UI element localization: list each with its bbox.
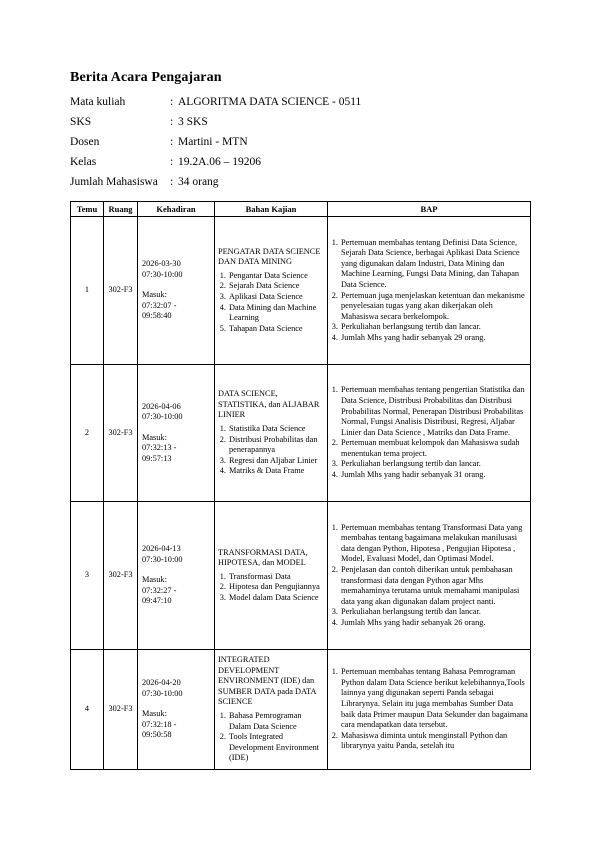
keluar-time: 09:58:40 — [142, 311, 172, 321]
course-info — [70, 92, 361, 192]
header-kehadiran: Kehadiran — [138, 202, 215, 217]
info-label: Dosen — [70, 136, 100, 148]
table-row — [71, 650, 531, 770]
bahan-kajian-cell — [215, 650, 328, 770]
list-item: 2. Sejarah Data Science — [228, 281, 325, 292]
ruang-cell: 302-F3 — [104, 365, 138, 502]
list-item: 3. Model dalam Data Science — [228, 593, 325, 604]
info-separator: : — [170, 176, 174, 188]
masuk-label: Masuk: — [142, 290, 167, 300]
bahan-kajian-cell — [215, 217, 328, 365]
table-header-row — [71, 202, 531, 217]
info-label: Jumlah Mahasiswa — [70, 176, 158, 188]
header-bap: BAP — [328, 202, 531, 217]
masuk-time: 07:32:13 - — [142, 443, 177, 453]
list-item: 1. Pengantar Data Science — [228, 271, 325, 282]
masuk-time: 07:32:18 - — [142, 719, 177, 729]
keluar-time: 09:57:13 — [142, 453, 172, 463]
masuk-label: Masuk: — [142, 709, 167, 719]
bahan-list — [218, 424, 325, 477]
info-separator: : — [170, 136, 174, 148]
tanggal: 2026-04-13 — [142, 544, 181, 554]
kehadiran-cell — [138, 502, 215, 650]
keluar-time: 09:50:58 — [142, 730, 172, 740]
kehadiran-cell — [138, 650, 215, 770]
info-separator: : — [170, 116, 174, 128]
table-row — [71, 217, 531, 365]
masuk-time: 07:32:07 - — [142, 300, 177, 310]
info-label: Kelas — [70, 156, 97, 168]
list-item: 1. Statistika Data Science — [228, 424, 325, 435]
info-row-jumlah-mahasiswa — [70, 172, 361, 192]
jam: 07:30-10:00 — [142, 412, 183, 422]
info-row-kelas — [70, 152, 361, 172]
bap-cell — [328, 365, 531, 502]
jam: 07:30-10:00 — [142, 688, 183, 698]
list-item: 2. Pertemuan membuat kelompok dan Mahasiswa sudah menentukan tema project. — [340, 438, 528, 459]
list-item: 4. Data Mining dan Machine Learning — [228, 303, 325, 324]
tanggal: 2026-03-30 — [142, 259, 181, 269]
bahan-list — [218, 271, 325, 335]
jam: 07:30-10:00 — [142, 269, 183, 279]
list-item: 2. Mahasiswa diminta untuk menginstall Python dan librarynya yaitu Panda, setelah itu — [340, 731, 528, 752]
header-bahan-kajian: Bahan Kajian — [215, 202, 328, 217]
info-row-dosen — [70, 132, 361, 152]
info-separator: : — [170, 156, 174, 168]
bahan-title: PENGATAR DATA SCIENCE DAN DATA MINING — [218, 246, 321, 267]
page-title: Berita Acara Pengajaran — [70, 70, 222, 85]
list-item: 2. Tools Integrated Development Environment (IDE) — [228, 732, 325, 764]
info-label: SKS — [70, 116, 92, 128]
info-value: 19.2A.06 – 19206 — [178, 156, 262, 168]
header-temu: Temu — [71, 202, 104, 217]
list-item: 3. Perkuliahan berlangsung tertib dan lancar. — [340, 607, 528, 618]
ruang-cell: 302-F3 — [104, 217, 138, 365]
masuk-label: Masuk: — [142, 575, 167, 585]
list-item: 5. Tahapan Data Science — [228, 324, 325, 335]
bahan-kajian-cell — [215, 365, 328, 502]
list-item: 4. Jumlah Mhs yang hadir sebanyak 29 orang. — [340, 333, 528, 344]
temu-cell: 2 — [71, 365, 104, 502]
table-row — [71, 365, 531, 502]
tanggal: 2026-04-20 — [142, 678, 181, 688]
list-item: 1. Pertemuan membahas tentang Bahasa Pemrograman Python dalam Data Science berikut kelebihannya,Tools lainnya yang digunakan seperti Panda sebagai Librarynya. Selain itu juga membahas Sumber Data baik data Primer maupun Data Sekunder dan bagaimana cara mendapatkan data tersebut. — [340, 667, 528, 731]
bap-cell — [328, 650, 531, 770]
info-value: 34 orang — [178, 176, 219, 188]
bahan-list — [218, 572, 325, 604]
list-item: 2. Distribusi Probabilitas dan penerapannya — [228, 435, 325, 456]
list-item: 4. Jumlah Mhs yang hadir sebanyak 26 orang. — [340, 618, 528, 629]
list-item: 2. Penjelasan dan contoh diberikan untuk pembahasan transformasi data dengan Python agar Mhs memahaminya terutama untuk memahami manipulasi data yang akan digunakan dalam project nanti. — [340, 565, 528, 607]
kehadiran-cell — [138, 217, 215, 365]
info-row-sks — [70, 112, 361, 132]
bap-list — [330, 238, 528, 344]
masuk-time: 07:32:27 - — [142, 585, 177, 595]
ruang-cell: 302-F3 — [104, 650, 138, 770]
list-item: 4. Matriks & Data Frame — [228, 466, 325, 477]
list-item: 1. Pertemuan membahas tentang Definisi Data Science, Sejarah Data Science, berbagai Aplikasi Data Science yang digunakan dalam Industri, Data Mining dan Machine Learning, Fungsi Data Mining, dan Tahapan Data Science. — [340, 238, 528, 291]
bahan-title: DATA SCIENCE, STATISTIKA, dan ALJABAR LINIER — [218, 389, 320, 420]
info-label: Mata kuliah — [70, 96, 126, 108]
list-item: 3. Perkuliahan berlangsung tertib dan lancar. — [340, 322, 528, 333]
list-item: 4. Jumlah Mhs yang hadir sebanyak 31 orang. — [340, 470, 528, 481]
bap-list — [330, 667, 528, 752]
list-item: 2. Pertemuan juga menjelaskan ketentuan dan mekanisme penyelesaian tugas yang akan dikerjakan oleh Mahasiswa secara berkelompok. — [340, 291, 528, 323]
list-item: 1. Bahasa Pemrograman Dalam Data Science — [228, 711, 325, 732]
bap-cell — [328, 502, 531, 650]
info-separator: : — [170, 96, 174, 108]
list-item: 2. Hipotesa dan Pengujiannya — [228, 582, 325, 593]
info-value: ALGORITMA DATA SCIENCE - 0511 — [178, 96, 362, 108]
list-item: 3. Regresi dan Aljabar Linier — [228, 456, 325, 467]
list-item: 1. Pertemuan membahas tentang Transformasi Data yang membahas tentang bagaimana melakukan manilusasi data dengan Python, Hipotesa , Pengujian Hipotesa , Model, Evaluasi Model, dan Optimasi Model. — [340, 523, 528, 565]
bap-cell — [328, 217, 531, 365]
bap-list — [330, 523, 528, 629]
ruang-cell: 302-F3 — [104, 502, 138, 650]
bahan-title: INTEGRATED DEVELOPMENT ENVIRONMENT (IDE) dan SUMBER DATA pada DATA SCIENCE — [218, 655, 317, 707]
info-row-mata-kuliah — [70, 92, 361, 112]
header-ruang: Ruang — [104, 202, 138, 217]
info-value: Martini - MTN — [178, 136, 248, 148]
bahan-kajian-cell — [215, 502, 328, 650]
temu-cell: 1 — [71, 217, 104, 365]
bap-list — [330, 385, 528, 480]
masuk-label: Masuk: — [142, 432, 167, 442]
keluar-time: 09:47:10 — [142, 596, 172, 606]
bahan-list — [218, 711, 325, 764]
tanggal: 2026-04-06 — [142, 401, 181, 411]
list-item: 3. Perkuliahan berlangsung tertib dan lancar. — [340, 459, 528, 470]
info-value: 3 SKS — [178, 116, 208, 128]
temu-cell: 3 — [71, 502, 104, 650]
jam: 07:30-10:00 — [142, 554, 183, 564]
bahan-title: TRANSFORMASI DATA, HIPOTESA, dan MODEL — [218, 547, 308, 568]
table-row — [71, 502, 531, 650]
kehadiran-cell — [138, 365, 215, 502]
temu-cell: 4 — [71, 650, 104, 770]
bap-table — [70, 201, 531, 770]
list-item: 1. Pertemuan membahas tentang pengertian Statistika dan Data Science, Distribusi Probabilitas dan Distribusi Probabilitas Normal, Penerapan Distribusi Probabilitas Normal, Fungsi Analisis Distribusi, Regresi, Aljabar Linier dan Data Science , Matriks dan Data Frame. — [340, 385, 528, 438]
list-item: 1. Transformasi Data — [228, 572, 325, 583]
list-item: 3. Aplikasi Data Science — [228, 292, 325, 303]
